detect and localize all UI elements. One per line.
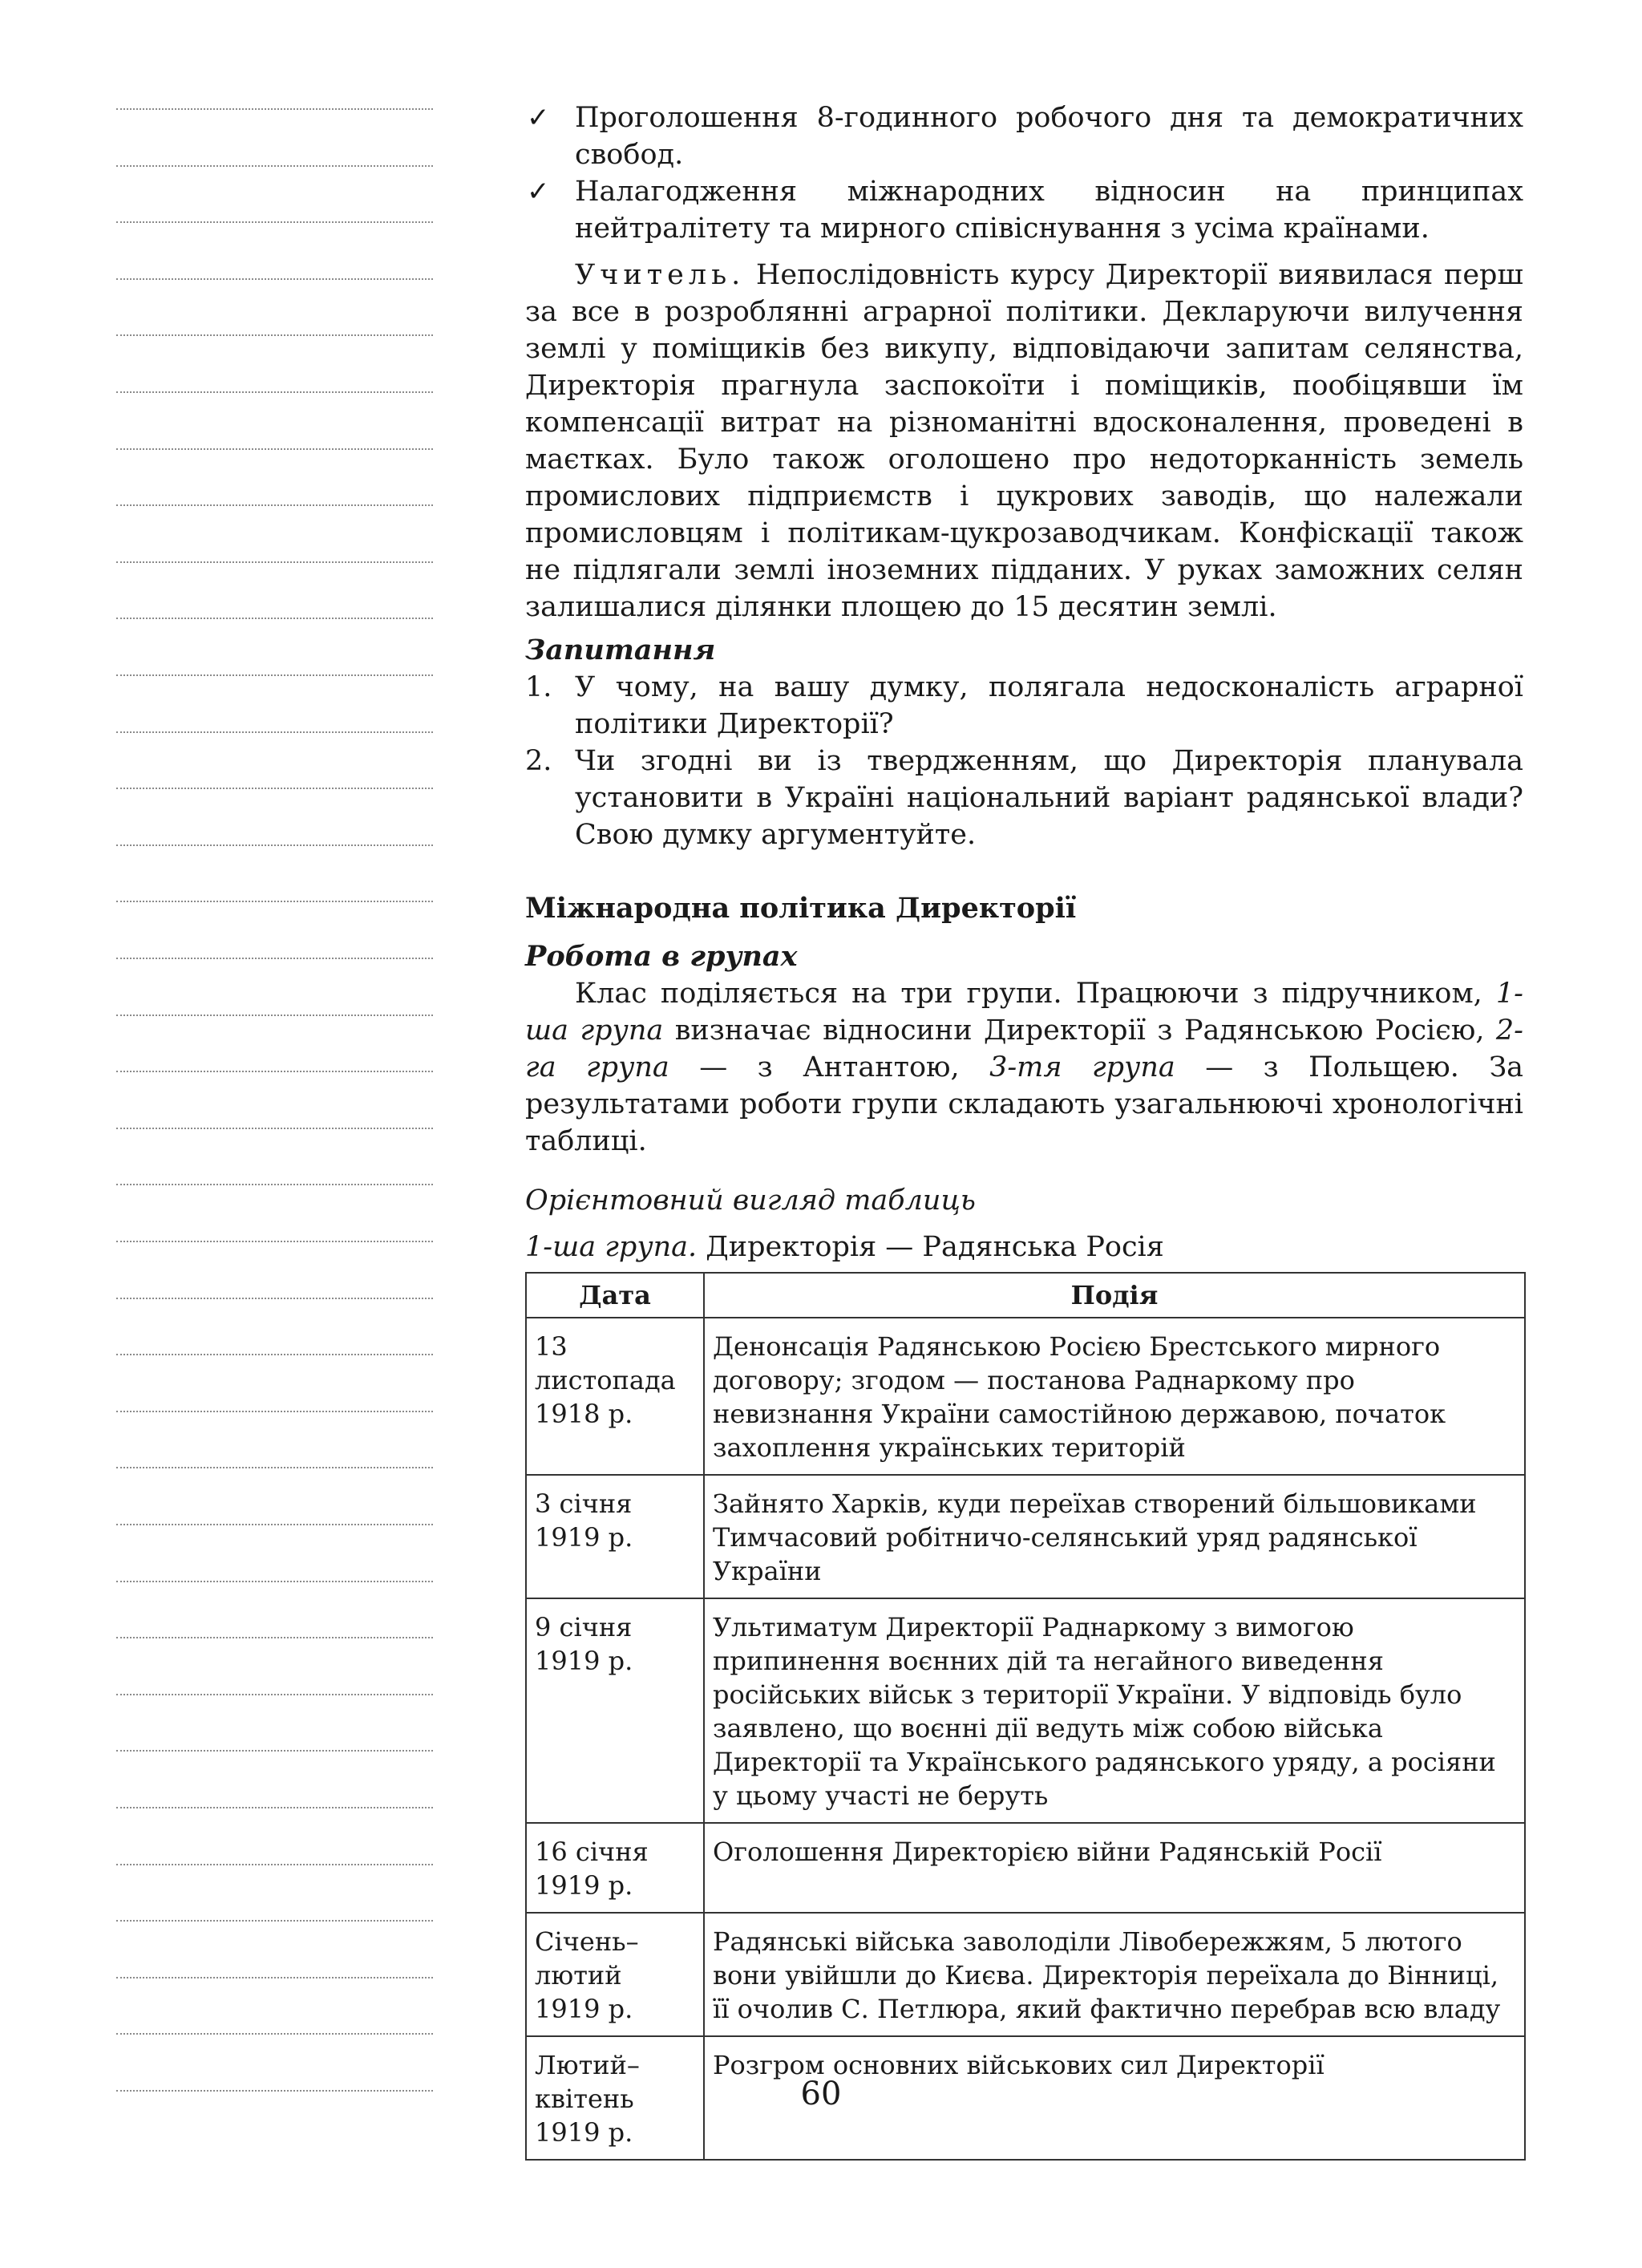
- notes-column: [116, 76, 433, 2129]
- checkmark-icon: ✓: [527, 102, 550, 134]
- note-line: [116, 561, 433, 563]
- header-event: Подія: [704, 1273, 1525, 1318]
- question-item: [525, 743, 1523, 853]
- section-title: Міжнародна політика Директорії: [525, 892, 1077, 925]
- note-line: [116, 221, 433, 223]
- note-line: [116, 1298, 433, 1299]
- bullet-text: Налагодження міжнародних відносин на принципах нейтралітету та мирного співіснування з усіма країнами.: [575, 176, 1523, 245]
- table-title-group: 1-ша група.: [525, 1231, 698, 1263]
- cell-event: Ультиматум Директорії Раднаркому з вимогою припинення воєнних дій та негайного виведення російських військ з території України. У відповідь було заявлено, що воєнні дії ведуть між собою війська Директорії та Українського радянського уряду, а росіяни у цьому участі не беруть: [704, 1598, 1525, 1823]
- note-line: [116, 108, 433, 110]
- note-line: [116, 1411, 433, 1412]
- note-line: [116, 1637, 433, 1638]
- table-row: [526, 1475, 1525, 1598]
- cell-date: 13 листопада 1918 р.: [526, 1318, 704, 1475]
- note-line: [116, 1184, 433, 1185]
- table-title: [525, 1229, 1523, 1266]
- note-line: [116, 504, 433, 506]
- table-row: [526, 1823, 1525, 1913]
- group-label: 2-га група: [525, 1015, 1523, 1083]
- questions-heading: Запитання: [525, 634, 716, 666]
- question-number: 1.: [525, 671, 552, 703]
- bullet-item: [525, 173, 1523, 247]
- cell-event: Розгром основних військових сил Директорії: [704, 2036, 1525, 2160]
- teacher-text: Непослідовність курсу Директорії виявилася перш за все в розроблянні аграрної політики. Декларуючи вилучення землі у поміщиків без викупу, відповідаючи запитам селянства, Директорія прагнула заспокоїти і поміщиків, пообіцявши їм компенсації витрат на різноманітні вдосконалення, проведені в маєтках. Було також оголошено про недоторканність земель промислових підприємств і цукрових заводів, що належали промисловцям і політикам-цукрозаводчикам. Конфіскації також не підлягали землі іноземних підданих. У руках заможних селян залишалися ділянки площею до 15 десятин землі.: [525, 259, 1523, 623]
- question-text: Чи згодні ви із твердженням, що Директорія планувала установити в Україні національний варіант радянської влади? Свою думку аргументуйте.: [575, 745, 1523, 851]
- section-intro: [525, 975, 1523, 1160]
- note-line: [116, 1581, 433, 1582]
- note-line: [116, 1920, 433, 1922]
- teacher-paragraph: [525, 257, 1523, 626]
- question-item: [525, 669, 1523, 743]
- question-number: 2.: [525, 745, 552, 777]
- question-text: У чому, на вашу думку, полягала недосконалість аграрної політики Директорії?: [575, 671, 1523, 740]
- note-line: [116, 278, 433, 280]
- note-line: [116, 674, 433, 676]
- note-line: [116, 731, 433, 733]
- note-line: [116, 844, 433, 846]
- section-subheading: Робота в групах: [525, 940, 798, 973]
- note-line: [116, 1241, 433, 1242]
- note-line: [116, 618, 433, 619]
- note-line: [116, 1524, 433, 1525]
- group-label: 3-тя група: [989, 1051, 1175, 1083]
- cell-date: Січень–лютий 1919 р.: [526, 1913, 704, 2036]
- note-line: [116, 1807, 433, 1808]
- table-row: [526, 1318, 1525, 1475]
- table-header-row: [526, 1273, 1525, 1318]
- bullet-text: Проголошення 8-годинного робочого дня та демократичних свобод.: [575, 102, 1523, 171]
- note-line: [116, 1694, 433, 1695]
- note-line: [116, 1977, 433, 1978]
- note-line: [116, 448, 433, 450]
- note-line: [116, 901, 433, 902]
- cell-event: Радянські війська заволоділи Лівобережжям, 5 лютого вони увійшли до Києва. Директорія переїхала до Вінниці, її очолив С. Петлюра, який фактично перебрав всю владу: [704, 1913, 1525, 2036]
- table-caption: Орієнтовний вигляд таблиць: [525, 1185, 976, 1217]
- cell-date: 3 січня 1919 р.: [526, 1475, 704, 1598]
- events-table: [525, 1272, 1526, 2161]
- table-row: [526, 1598, 1525, 1823]
- cell-event: Зайнято Харків, куди переїхав створений більшовиками Тимчасовий робітничо-селянський уряд радянської України: [704, 1475, 1525, 1598]
- header-date: Дата: [526, 1273, 704, 1318]
- note-line: [116, 958, 433, 959]
- intro-text: Клас поділяється на три групи. Працюючи з підручником,: [575, 978, 1496, 1010]
- note-line: [116, 788, 433, 789]
- note-line: [116, 1128, 433, 1129]
- note-line: [116, 1015, 433, 1016]
- intro-text: — з Польщею. За результатами роботи групи складають узагальнюючі хронологічні таблиці.: [525, 1051, 1524, 1157]
- note-line: [116, 1354, 433, 1355]
- cell-event: Оголошення Директорією війни Радянській Росії: [704, 1823, 1525, 1913]
- intro-text: — з Антантою,: [669, 1051, 990, 1083]
- note-line: [116, 1071, 433, 1072]
- note-line: [116, 1750, 433, 1752]
- bullet-item: [525, 99, 1523, 173]
- cell-date: 9 січня 1919 р.: [526, 1598, 704, 1823]
- note-line: [116, 1467, 433, 1468]
- teacher-label: Учитель.: [575, 259, 746, 291]
- group-label: 1-ша група: [525, 978, 1523, 1047]
- cell-date: Лютий–квітень 1919 р.: [526, 2036, 704, 2160]
- table-row: [526, 1913, 1525, 2036]
- table-title-text: Директорія — Радянська Росія: [697, 1231, 1164, 1263]
- checkmark-icon: ✓: [527, 176, 550, 208]
- intro-text: визначає відносини Директорії з Радянською Росією,: [663, 1015, 1496, 1047]
- note-line: [116, 2033, 433, 2035]
- page-number: 60: [800, 2076, 842, 2112]
- cell-date: 16 січня 1919 р.: [526, 1823, 704, 1913]
- note-line: [116, 334, 433, 336]
- cell-event: Денонсація Радянською Росією Брестського мирного договору; згодом — постанова Раднаркому про невизнання України самостійною державою, початок захоплення українських територій: [704, 1318, 1525, 1475]
- note-line: [116, 1864, 433, 1865]
- page-content: [525, 99, 1523, 2161]
- note-line: [116, 391, 433, 393]
- note-line: [116, 165, 433, 167]
